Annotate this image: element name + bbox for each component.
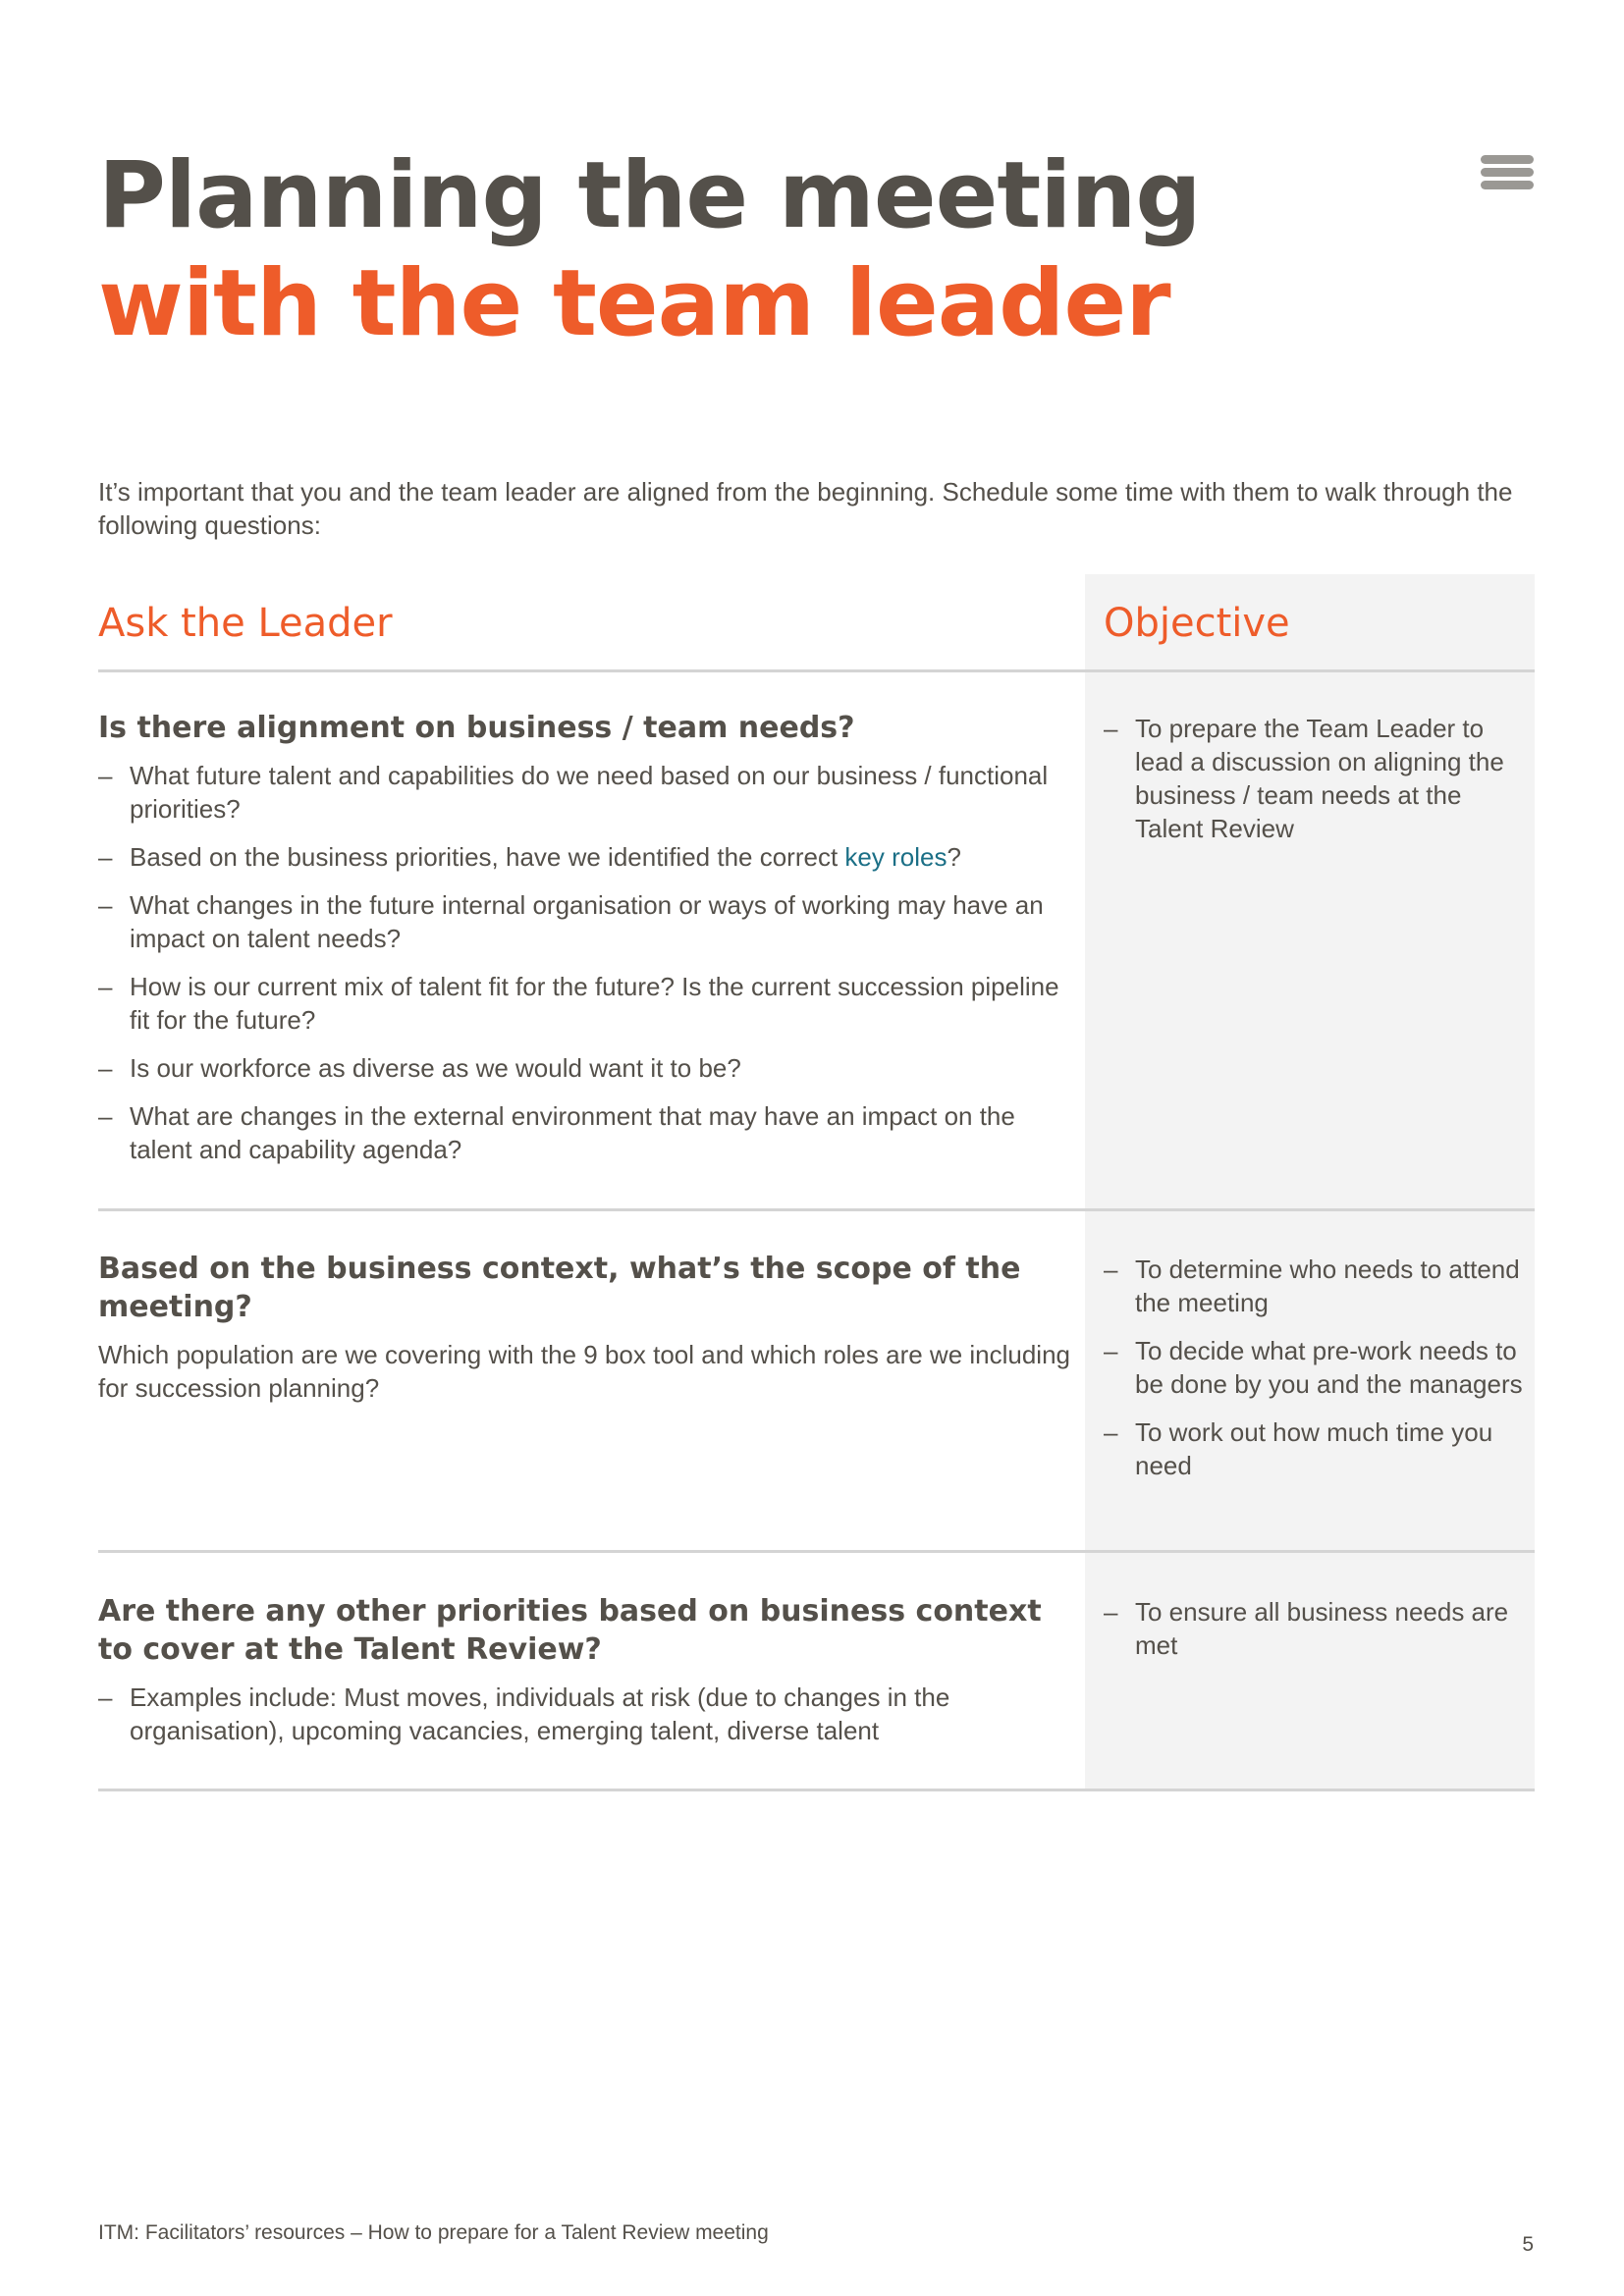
objective-item [1104,1253,1526,1319]
dash-icon: – [1104,714,1118,743]
question-bullet-list [98,1681,1070,1747]
ask-the-leader-header: Ask the Leader [98,601,393,646]
objective-row-2 [1104,1253,1526,1497]
question-text: Which population are we covering with the 9 box tool and which roles are we including for succession planning? [98,1340,1071,1403]
list-item-text: How is our current mix of talent fit for the future? Is the current succession pipeline fit for the future? [130,972,1059,1035]
question-title: Are there any other priorities based on business context to cover at the Talent Review? [98,1594,1042,1667]
dash-icon: – [1104,1336,1118,1365]
list-item [98,840,1070,874]
page-title-line-2: with the team leader [98,250,1170,357]
question-title: Based on the business context, what’s the scope of the meeting? [98,1252,1021,1324]
question-row-3 [98,1592,1070,1762]
dash-icon: – [1104,1597,1118,1627]
question-title: Is there alignment on business / team needs? [98,711,855,745]
question-row-2 [98,1250,1070,1405]
objective-text: To ensure all business needs are met [1135,1597,1509,1660]
objective-row-3 [1104,1595,1526,1677]
list-item [98,1051,1070,1085]
dash-icon: – [98,972,113,1001]
objective-item [1104,712,1526,845]
list-item [98,1099,1070,1166]
objective-list [1104,712,1526,845]
objective-list [1104,1595,1526,1662]
objective-text: To determine who needs to attend the meeting [1135,1255,1520,1317]
intro-paragraph: It’s important that you and the team leader are aligned from the beginning. Schedule some time with them to walk through the following questions: [98,477,1513,540]
objective-item [1104,1334,1526,1401]
table-divider [98,1550,1535,1553]
list-item-text: What future talent and capabilities do we need based on our business / functional priorities? [130,761,1049,824]
table-divider [98,1208,1535,1211]
dash-icon: – [98,1053,113,1083]
menu-bar-middle [1481,168,1534,177]
objective-item [1104,1415,1526,1482]
dash-icon: – [98,842,113,872]
list-item [98,888,1070,955]
dash-icon: – [98,890,113,920]
dash-icon: – [1104,1255,1118,1284]
hamburger-menu-icon[interactable] [1481,155,1534,190]
list-item [98,1681,1070,1747]
list-item-text-end: ? [947,842,961,872]
dash-icon: – [98,1101,113,1131]
list-item [98,970,1070,1037]
dash-icon: – [98,761,113,790]
list-item-text: Examples include: Must moves, individuals at risk (due to changes in the organisation), upcoming vacancies, emerging talent, diverse talent [130,1682,950,1745]
table-divider [98,669,1535,672]
objective-header: Objective [1104,601,1290,646]
table-bottom-border [98,1789,1535,1791]
footer-text: ITM: Facilitators’ resources – How to prepare for a Talent Review meeting [98,2221,769,2244]
menu-bar-bottom [1481,181,1534,189]
list-item-text: What are changes in the external environment that may have an impact on the talent and capability agenda? [130,1101,1015,1164]
objective-text: To prepare the Team Leader to lead a discussion on aligning the business / team needs at the Talent Review [1135,714,1504,843]
dash-icon: – [98,1682,113,1712]
key-roles-link[interactable]: key roles [844,842,947,872]
page-title [98,142,1201,358]
dash-icon: – [1104,1417,1118,1447]
objective-list [1104,1253,1526,1482]
page-title-line-1: Planning the meeting [98,142,1201,249]
list-item-text: Is our workforce as diverse as we would want it to be? [130,1053,741,1083]
list-item-text: What changes in the future internal organisation or ways of working may have an impact on talent needs? [130,890,1044,953]
question-bullet-list [98,759,1070,1166]
list-item [98,759,1070,826]
menu-bar-top [1481,155,1534,164]
page-number: 5 [1522,2233,1534,2256]
objective-text: To decide what pre-work needs to be done by you and the managers [1135,1336,1523,1399]
question-row-1 [98,709,1070,1181]
objective-item [1104,1595,1526,1662]
objective-text: To work out how much time you need [1135,1417,1493,1480]
objective-row-1 [1104,712,1526,860]
list-item-text: Based on the business priorities, have we identified the correct [130,842,845,872]
